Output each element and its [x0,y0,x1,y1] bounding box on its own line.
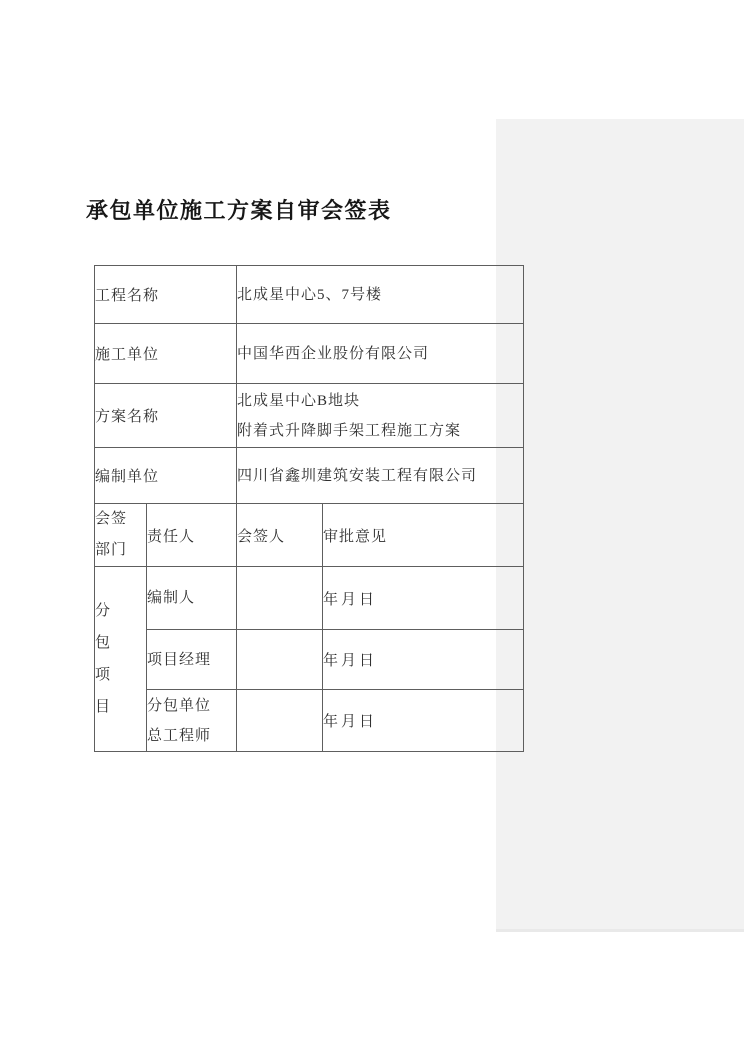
plan-name-label: 方案名称 [95,384,237,448]
date-placeholder: 年月日 [323,591,378,608]
project-manager-opinion-cell [323,630,524,690]
compiling-unit-label: 编制单位 [95,448,237,504]
header-responsible-person: 责任人 [147,504,237,567]
chief-engineer-role-label [147,690,237,752]
table-row-plan-name [95,384,524,448]
table-row-compiling-unit [95,448,524,504]
table-header-row [95,504,524,567]
table-row-compiler [95,567,524,630]
table-row-construction-unit [95,324,524,384]
construction-unit-value [237,324,524,384]
header-line: 部门 [95,542,128,558]
page-title: 承包单位施工方案自审会签表 [86,198,392,223]
date-placeholder: 年月日 [323,653,378,669]
plan-name-value [237,384,524,448]
chief-engineer-countersign-cell [237,690,323,752]
value-line: 北成星中心5、7号楼 [237,286,383,303]
subcontract-item-group-label [95,567,147,752]
vertical-char: 分 [95,603,112,619]
value-line: 附着式升降脚手架工程施工方案 [237,422,462,439]
role-line: 分包单位 [147,697,212,714]
compiler-countersign-cell [237,567,323,630]
table-row-project-manager [95,630,524,690]
construction-unit-label: 施工单位 [95,324,237,384]
project-name-label: 工程名称 [95,266,237,324]
compiler-opinion-cell [323,567,524,630]
value-line: 北成星中心B地块 [237,392,361,409]
vertical-char: 包 [95,635,112,651]
compiling-unit-value [237,448,524,504]
project-manager-role-label [147,630,237,690]
header-approval-opinion: 审批意见 [323,504,524,567]
sign-off-table [94,265,524,752]
project-manager-countersign-cell [237,630,323,690]
header-line: 会签 [95,511,128,527]
header-sign-department [95,504,147,567]
compiler-role-label [147,567,237,630]
project-name-value [237,266,524,324]
vertical-char: 目 [95,699,112,715]
role-line: 总工程师 [147,727,212,744]
role-line: 项目经理 [147,651,212,668]
vertical-char: 项 [95,667,112,683]
background-panel [496,119,744,932]
value-line: 四川省鑫圳建筑安装工程有限公司 [237,467,478,484]
table-row-project-name [95,266,524,324]
date-placeholder: 年月日 [323,714,378,730]
chief-engineer-opinion-cell [323,690,524,752]
role-line: 编制人 [147,590,196,606]
table-row-chief-engineer [95,690,524,752]
value-line: 中国华西企业股份有限公司 [237,345,430,362]
header-countersigner: 会签人 [237,504,323,567]
